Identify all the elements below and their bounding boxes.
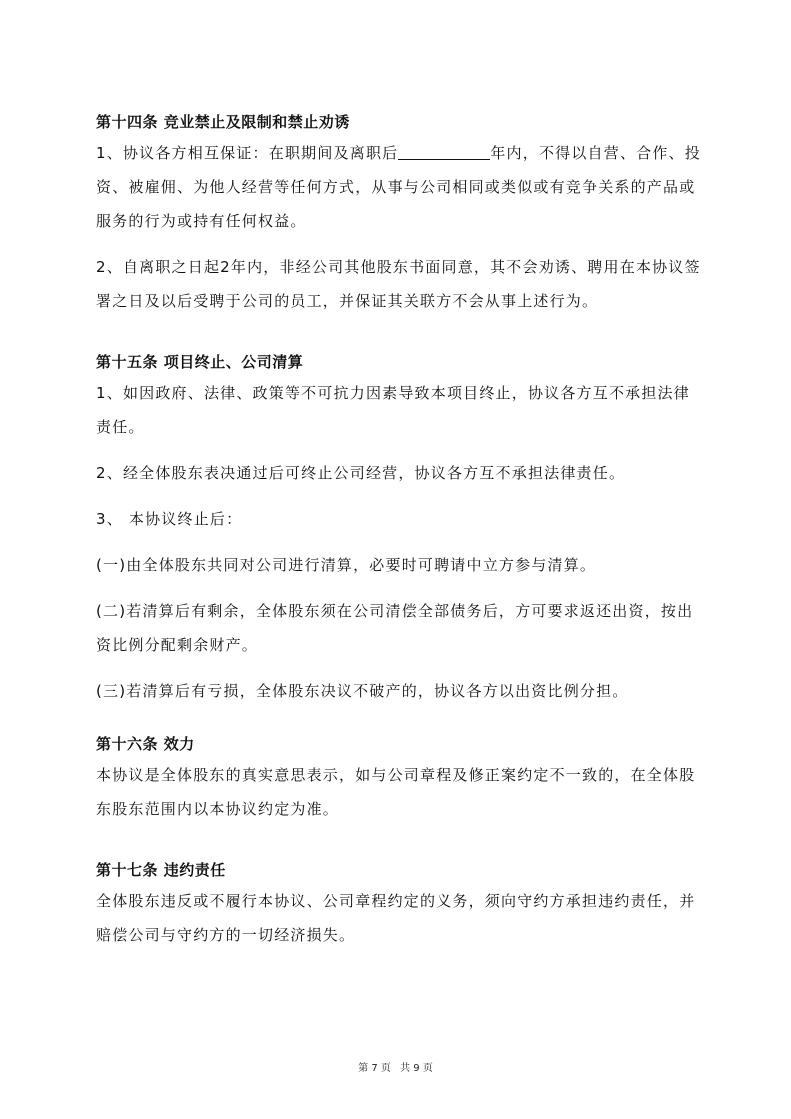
- article-16-clause-1: 本协议是全体股东的真实意思表示，如与公司章程及修正案约定不一致的，在全体股东股东范围内以本协议约定为准。: [96, 766, 696, 818]
- article-17-title: 第十七条 违约责任: [96, 861, 226, 879]
- page-footer: [0, 1059, 791, 1074]
- article-16-title: 第十六条 效力: [96, 735, 195, 753]
- article-17-clause-1: 全体股东违反或不履行本协议、公司章程约定的义务，须向守约方承担违约责任，并赔偿公司与守约方的一切经济损失。: [96, 892, 696, 944]
- article-14-clause-2: 2、自离职之日起2年内，非经公司其他股东书面同意，其不会劝诱、聘用在本协议签署之日及以后受聘于公司的员工，并保证其关联方不会从事上述行为。: [96, 258, 701, 310]
- article-14-title: 第十四条 竞业禁止及限制和禁止劝诱: [96, 113, 350, 131]
- page-total: 共 9 页: [400, 1063, 433, 1074]
- article-15-item-2: (二)若清算后有剩余，全体股东须在公司清偿全部债务后，方可要求返还出资，按出资比例分配剩余财产。: [96, 602, 694, 654]
- article-14-clause-1: [96, 136, 706, 238]
- article-15-clause-3: 3、 本协议终止后：: [96, 510, 243, 528]
- article-15-clause-1: 1、如因政府、法律、政策等不可抗力因素导致本项目终止，协议各方互不承担法律责任。: [96, 384, 690, 436]
- document-body: [96, 108, 706, 952]
- article-15-title: 第十五条 项目终止、公司清算: [96, 353, 304, 371]
- article-15-item-1: (一)由全体股东共同对公司进行清算，必要时可聘请中立方参与清算。: [96, 556, 597, 574]
- article-15-clause-2: 2、经全体股东表决通过后可终止公司经营，协议各方互不承担法律责任。: [96, 464, 626, 482]
- article-14-clause-1-end: 年内，不得以自营、合作、投资、被雇佣、为他人经营等任何方式，从事与公司相同或类似或有竞争关系的产品或服务的行为或持有任何权益。: [96, 144, 701, 230]
- article-15-item-3: (三)若清算后有亏损，全体股东决议不破产的，协议各方以出资比例分担。: [96, 682, 629, 700]
- page-number: 第 7 页: [358, 1063, 391, 1074]
- fill-in-blank: [398, 145, 490, 160]
- article-14-clause-1-start: 1、协议各方相互保证：在职期间及离职后: [96, 144, 399, 162]
